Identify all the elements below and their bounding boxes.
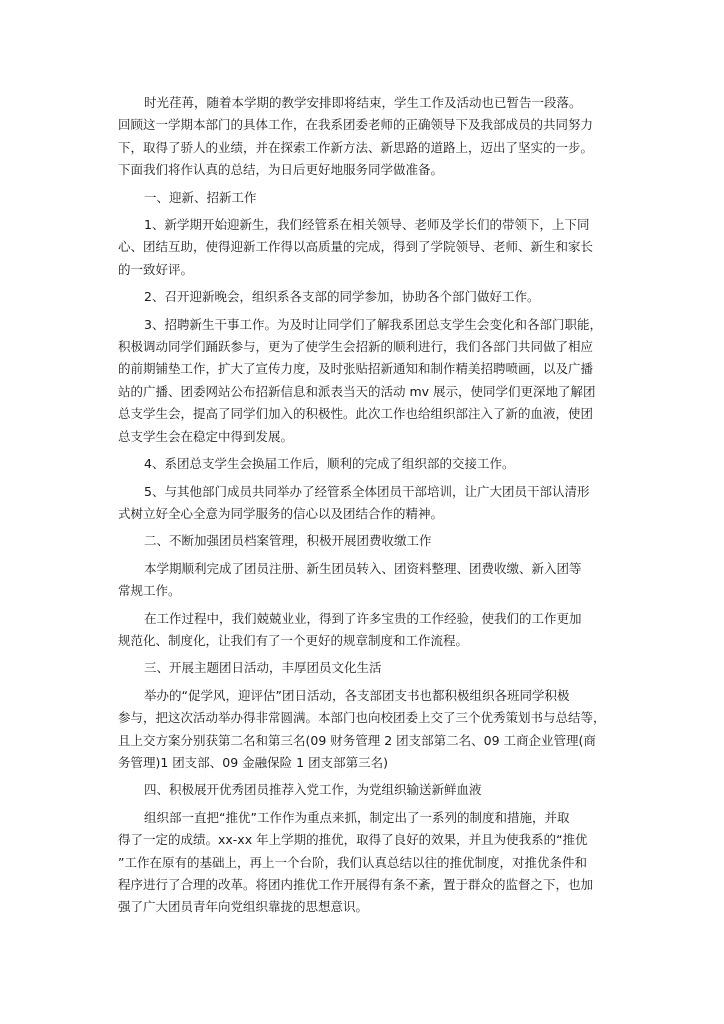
text-line: 在工作过程中，我们兢兢业业，得到了许多宝贵的工作经验，使我们的工作更加 (144, 610, 582, 626)
text-line: 规范化、制度化，让我们有了一个更好的规章制度和工作流程。 (118, 632, 469, 648)
heading-text: 一、迎新、招新工作 (144, 189, 257, 205)
text-line: 程序进行了合理的改革。将团内推优工作开展得有条不紊，置于群众的监督之下，也加 (118, 877, 594, 892)
text-line: 回顾这一学期本部门的具体工作，在我系团委老师的正确领导下及我部成员的共同努力 (118, 117, 594, 133)
section-heading-2 (118, 530, 608, 552)
paragraph-item-4 (118, 453, 608, 475)
text-line: 本学期顺利完成了团员注册、新生团员转入、团资料整理、团费收缴、新入团等 (144, 560, 582, 576)
text-line: ”工作在原有的基础上，再上一个台阶，我们认真总结以往的推优制度，对推优条件和 (118, 854, 587, 870)
section-heading-1 (118, 187, 608, 209)
intro-paragraph (118, 92, 608, 182)
paragraph-item-1 (118, 214, 608, 281)
text-line: 站的广播、团委网站公布招新信息和派表当天的活动 mv 展示，使同学们更深地了解团 (118, 383, 596, 399)
paragraph-recommendation (118, 807, 608, 919)
section-heading-4 (118, 779, 608, 801)
text-line: 且上交方案分别获第二名和第三名(09 财务管理 2 团支部第二名、09 工商企业管理(商 (118, 732, 596, 748)
text-line: 参与，把这次活动举办得非常圆满。本部门也向校团委上交了三个优秀策划书与总结等， (118, 710, 606, 726)
text-line: 的前期铺垫工作，扩大了宣传力度，及时张贴招新通知和制作精美招聘喷画，以及广播 (118, 361, 594, 377)
text-line: 的一致好评。 (118, 261, 194, 277)
heading-text: 二、不断加强团员档案管理，积极开展团费收缴工作 (144, 533, 432, 549)
text-line: 组织部一直把“推优”工作作为重点来抓，制定出了一系列的制度和措施，并取 (144, 809, 570, 825)
text-line: 下面我们将作认真的总结，为日后更好地服务同学做准备。 (118, 162, 444, 178)
text-line: 心、团结互助，使得迎新工作得以高质量的完成，得到了学院领导、老师、新生和家长 (118, 239, 594, 255)
text-line: 积极调动同学们踊跃参与，更为了使学生会招新的顺利进行，我们各部门共同做了相应 (118, 339, 594, 355)
document-page (118, 92, 608, 924)
text-line: 务管理)1 团支部、09 金融保险 1 团支部第三名) (118, 754, 388, 770)
text-line: 下，取得了骄人的业绩，并在探索工作新方法、新思路的道路上，迈出了坚实的一步。 (118, 139, 594, 155)
text-line: 2、召开迎新晚会，组织系各支部的同学参加，协助各个部门做好工作。 (144, 289, 540, 305)
paragraph-item-2 (118, 286, 608, 308)
paragraph-archive (118, 558, 608, 603)
text-line: 1、新学期开始迎新生，我们经管系在相关领导、老师及学长们的带领下，上下同 (144, 217, 590, 233)
text-line: 时光荏苒，随着本学期的教学安排即将结束，学生工作及活动也已暂告一段落。 (144, 95, 582, 110)
paragraph-item-3 (118, 314, 608, 448)
paragraph-experience (118, 608, 608, 653)
heading-text: 四、积极展开优秀团员推荐入党工作，为党组织输送新鲜血液 (144, 782, 482, 798)
text-line: 强了广大团员青年向党组织靠拢的思想意识。 (118, 899, 369, 915)
text-line: 5、与其他部门成员共同举办了经管系全体团员干部培训，让广大团员干部认清形 (144, 483, 590, 499)
text-line: 得了一定的成绩。xx-xx 年上学期的推优，取得了良好的效果，并且为使我系的“推优 (118, 832, 588, 848)
text-line: 总支学生会，提高了同学们加入的积极性。此次工作也给组织部注入了新的血液，使团 (118, 406, 594, 422)
text-line: 3、招聘新生干事工作。为及时让同学们了解我系团总支学生会变化和各部门职能， (144, 316, 602, 332)
text-line: 总支学生会在稳定中得到发展。 (118, 428, 294, 444)
text-line: 举办的“促学风，迎评估”团日活动，各支部团支书也都积极组织各班同学积极 (144, 687, 570, 703)
text-line: 常规工作。 (118, 583, 181, 599)
heading-text: 三、开展主题团日活动，丰厚团员文化生活 (144, 660, 382, 676)
section-heading-3 (118, 657, 608, 679)
text-line: 4、系团总支学生会换届工作后，顺利的完成了组织部的交接工作。 (144, 456, 515, 472)
paragraph-activity (118, 685, 608, 775)
paragraph-item-5 (118, 481, 608, 526)
text-line: 式树立好全心全意为同学服务的信心以及团结合作的精神。 (118, 505, 444, 521)
